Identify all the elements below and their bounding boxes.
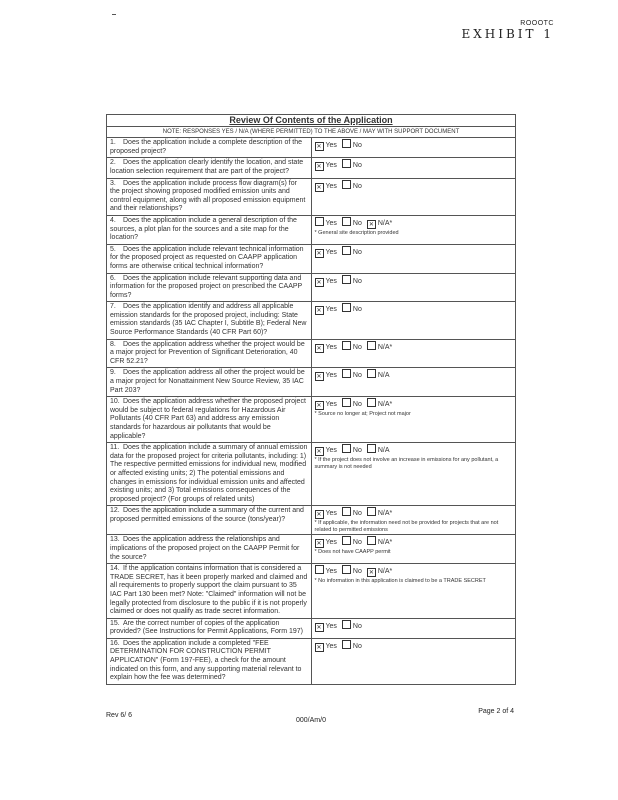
answer-option-label: Yes bbox=[325, 162, 337, 170]
answer-option-label: No bbox=[352, 306, 362, 314]
answer-option-label: No bbox=[352, 372, 362, 380]
answer-option-label: N/A bbox=[377, 372, 390, 380]
question-text: Does the application address whether the project would be a major project for Prevention of Significant Deterioration, 40 CFR 52.21? bbox=[110, 340, 305, 365]
question-row bbox=[107, 273, 516, 302]
answer-footnote: * Does not have CAAPP permit bbox=[314, 549, 391, 556]
question-row bbox=[107, 158, 516, 178]
answer-option[interactable] bbox=[367, 369, 390, 381]
answer-option[interactable] bbox=[367, 568, 392, 577]
answer-cell bbox=[311, 178, 516, 215]
answer-cell bbox=[311, 506, 516, 535]
question-number: 4. bbox=[110, 216, 116, 224]
question-number: 9. bbox=[110, 369, 116, 377]
answer-option-label: No bbox=[352, 162, 362, 170]
question-text: If the application contains information that is considered a TRADE SECRET, has it been properly marked and claimed and all requirements to properly support the claim pursuant to 35 IAC Part 130 been met? Note: "Claimed" information will not be legally protected from disclosure to the public if it is not properly claimed or does not qualify as trade secret information. bbox=[110, 565, 308, 616]
answer-option-label: Yes bbox=[325, 401, 337, 409]
question-row bbox=[107, 535, 516, 564]
answer-option[interactable] bbox=[367, 341, 392, 353]
answer-option[interactable] bbox=[342, 536, 362, 548]
question-cell bbox=[107, 339, 312, 368]
question-row bbox=[107, 397, 516, 443]
question-row bbox=[107, 339, 516, 368]
answer-footnote: * If the project does not involve an increase in emissions for any pollutant, a summary is not needed bbox=[314, 457, 499, 470]
answer-footnote: * General site description provided bbox=[314, 229, 399, 236]
answer-option-label: No bbox=[352, 142, 362, 150]
answer-cell bbox=[311, 158, 516, 178]
revision-label: Rev 6/ 6 bbox=[106, 712, 133, 719]
question-row bbox=[107, 178, 516, 215]
form-note-row bbox=[107, 126, 516, 138]
question-row bbox=[107, 506, 516, 535]
answer-option[interactable] bbox=[342, 640, 362, 652]
answer-option[interactable] bbox=[315, 142, 337, 151]
question-row bbox=[107, 302, 516, 339]
checkbox-icon[interactable] bbox=[342, 341, 351, 350]
checked-box-icon[interactable] bbox=[315, 539, 324, 548]
answer-cell bbox=[311, 215, 516, 244]
checked-box-icon[interactable] bbox=[315, 643, 324, 652]
answer-option[interactable] bbox=[342, 217, 362, 229]
answer-option-label: Yes bbox=[325, 248, 337, 256]
question-text: Does the application address the relationships and implications of the proposed project on the CAAPP Permit for the source? bbox=[110, 536, 300, 561]
answer-option-label: No bbox=[352, 568, 362, 576]
question-number: 7. bbox=[110, 303, 116, 311]
answer-option[interactable] bbox=[315, 183, 337, 192]
question-cell bbox=[107, 244, 312, 273]
answer-option-label: N/A* bbox=[377, 219, 393, 227]
checked-box-icon[interactable] bbox=[315, 344, 324, 353]
page-number: Page 2 of 4 bbox=[478, 708, 514, 715]
question-cell bbox=[107, 138, 312, 158]
question-text: Does the application address all other the project would be a major project for Nonattainment New Source Review, 35 IAC Part 203? bbox=[110, 369, 305, 394]
question-cell bbox=[107, 397, 312, 443]
checkbox-icon[interactable] bbox=[367, 444, 376, 453]
answer-option[interactable] bbox=[342, 159, 362, 171]
checkbox-icon[interactable] bbox=[342, 507, 351, 516]
checkbox-icon[interactable] bbox=[342, 620, 351, 629]
answer-option[interactable] bbox=[367, 444, 390, 456]
checkbox-icon[interactable] bbox=[367, 398, 376, 407]
answer-option[interactable] bbox=[315, 401, 337, 410]
question-text: Are the correct number of copies of the application provided? (See Instructions for Permit Applications, Form 197) bbox=[110, 619, 303, 636]
answer-option[interactable] bbox=[315, 217, 337, 229]
answer-option[interactable] bbox=[315, 539, 337, 548]
question-row bbox=[107, 618, 516, 638]
answer-cell bbox=[311, 397, 516, 443]
checkbox-icon[interactable] bbox=[342, 369, 351, 378]
question-text: Does the application address whether the proposed project would be subject to federal regulations for Hazardous Air Pollutants (40 CFR Part 63) and address any emission standards for hazardous air pollutants that would be applicable? bbox=[110, 398, 306, 440]
answer-cell bbox=[311, 618, 516, 638]
question-number: 15. bbox=[110, 619, 120, 627]
question-row bbox=[107, 638, 516, 684]
question-row bbox=[107, 443, 516, 506]
answer-option-label: No bbox=[352, 447, 362, 455]
question-number: 12. bbox=[110, 507, 120, 515]
checkbox-icon[interactable] bbox=[342, 217, 351, 226]
answer-option[interactable] bbox=[342, 246, 362, 258]
form-note: NOTE: RESPONSES YES / N/A (WHERE PERMITTED) TO THE ABOVE / MAY WITH SUPPORT DOCUMENT bbox=[107, 126, 516, 138]
answer-option[interactable] bbox=[315, 372, 337, 381]
answer-option[interactable] bbox=[367, 536, 392, 548]
question-row bbox=[107, 215, 516, 244]
answer-option[interactable] bbox=[342, 341, 362, 353]
checkbox-icon[interactable] bbox=[342, 180, 351, 189]
checkbox-icon[interactable] bbox=[315, 217, 324, 226]
checked-box-icon[interactable] bbox=[315, 447, 324, 456]
answer-option[interactable] bbox=[315, 643, 337, 652]
answer-option[interactable] bbox=[342, 620, 362, 632]
question-row bbox=[107, 564, 516, 619]
answer-option-label: Yes bbox=[325, 277, 337, 285]
question-text: Does the application include a completed "FEE DETERMINATION FOR CONSTRUCTION PERMIT APPLICATION" (Form 197-FEE), a check for the amount indicated on this form, and any supporting material relevant to explain how the fee was determined? bbox=[110, 639, 302, 682]
answer-option-label: No bbox=[352, 277, 362, 285]
checkbox-icon[interactable] bbox=[315, 565, 324, 574]
question-cell bbox=[107, 564, 312, 619]
question-row bbox=[107, 368, 516, 397]
question-cell bbox=[107, 535, 312, 564]
answer-option[interactable] bbox=[367, 398, 392, 410]
checked-box-icon[interactable] bbox=[315, 183, 324, 192]
question-text: Does the application include process flow diagram(s) for the project showing proposed modified emission units and control equipment, along with all proposed emission equipment and their relationships? bbox=[110, 179, 306, 213]
question-number: 1. bbox=[110, 139, 116, 147]
checkbox-icon[interactable] bbox=[342, 246, 351, 255]
answer-option-label: Yes bbox=[325, 142, 337, 150]
question-number: 8. bbox=[110, 340, 116, 348]
question-number: 3. bbox=[110, 179, 116, 187]
checkbox-icon[interactable] bbox=[367, 536, 376, 545]
form-title: Review Of Contents of the Application bbox=[107, 115, 516, 127]
answer-option[interactable] bbox=[315, 249, 337, 258]
answer-option-label: No bbox=[352, 622, 362, 630]
form-title-row bbox=[107, 115, 516, 127]
question-text: Does the application clearly identify the location, and state location selection requirement that are part of the project? bbox=[110, 159, 304, 175]
checkbox-icon[interactable] bbox=[342, 398, 351, 407]
answer-option[interactable] bbox=[342, 398, 362, 410]
checked-box-icon[interactable] bbox=[367, 568, 376, 577]
question-text: Does the application include a general description of the sources, a plot plan for the sources and a site map for the location? bbox=[110, 216, 297, 242]
answer-option-label: Yes bbox=[325, 343, 337, 351]
answer-footnote: * If applicable, the information need not be provided for projects that are not related to permitted emissions bbox=[314, 520, 499, 533]
answer-option-label: No bbox=[352, 642, 362, 650]
question-cell bbox=[107, 638, 312, 684]
answer-cell bbox=[311, 443, 516, 506]
checked-box-icon[interactable] bbox=[367, 220, 376, 229]
question-number: 6. bbox=[110, 274, 116, 282]
review-form-table bbox=[106, 114, 516, 685]
answer-option[interactable] bbox=[342, 139, 362, 151]
answer-option[interactable] bbox=[315, 623, 337, 632]
answer-cell bbox=[311, 273, 516, 302]
answer-option-label: Yes bbox=[325, 306, 337, 314]
corner-mark bbox=[112, 14, 116, 15]
answer-option[interactable] bbox=[315, 162, 337, 171]
answer-option[interactable] bbox=[315, 344, 337, 353]
answer-cell bbox=[311, 368, 516, 397]
answer-cell bbox=[311, 138, 516, 158]
answer-option-label: No bbox=[352, 539, 362, 547]
answer-option[interactable] bbox=[367, 220, 392, 229]
answer-option[interactable] bbox=[315, 510, 337, 519]
question-cell bbox=[107, 215, 312, 244]
checkbox-icon[interactable] bbox=[342, 159, 351, 168]
answer-option-label: Yes bbox=[325, 447, 337, 455]
answer-option[interactable] bbox=[342, 275, 362, 287]
answer-cell bbox=[311, 638, 516, 684]
question-number: 2. bbox=[110, 159, 116, 167]
question-number: 5. bbox=[110, 245, 116, 253]
checkbox-icon[interactable] bbox=[342, 303, 351, 312]
answer-option-label: Yes bbox=[325, 539, 337, 547]
answer-cell bbox=[311, 535, 516, 564]
exhibit-stamp-small: ROOOTC bbox=[520, 20, 554, 27]
answer-footnote: * No information in this application is claimed to be a TRADE SECRET bbox=[314, 578, 486, 585]
checkbox-icon[interactable] bbox=[367, 369, 376, 378]
question-cell bbox=[107, 443, 312, 506]
question-text: Does the application include relevant technical information for the proposed project as requested on CAAPP application forms are otherwise critical technical information? bbox=[110, 245, 304, 270]
answer-option-label: Yes bbox=[325, 510, 337, 518]
question-cell bbox=[107, 158, 312, 178]
question-cell bbox=[107, 368, 312, 397]
checked-box-icon[interactable] bbox=[315, 142, 324, 151]
answer-cell bbox=[311, 302, 516, 339]
answer-option-label: Yes bbox=[325, 372, 337, 380]
answer-option-label: N/A bbox=[377, 447, 390, 455]
question-cell bbox=[107, 302, 312, 339]
question-cell bbox=[107, 618, 312, 638]
question-row bbox=[107, 138, 516, 158]
answer-option-label: Yes bbox=[325, 622, 337, 630]
checked-box-icon[interactable] bbox=[315, 510, 324, 519]
checkbox-icon[interactable] bbox=[367, 507, 376, 516]
center-code: 000/Am/0 bbox=[296, 717, 326, 724]
answer-option[interactable] bbox=[342, 444, 362, 456]
checked-box-icon[interactable] bbox=[315, 306, 324, 315]
question-text: Does the application include a summary of the current and proposed permitted emissions of the source (tons/year)? bbox=[110, 507, 304, 523]
answer-option[interactable] bbox=[315, 306, 337, 315]
question-cell bbox=[107, 273, 312, 302]
checked-box-icon[interactable] bbox=[315, 162, 324, 171]
answer-option[interactable] bbox=[342, 565, 362, 577]
answer-option-label: No bbox=[352, 401, 362, 409]
checkbox-icon[interactable] bbox=[367, 341, 376, 350]
checkbox-icon[interactable] bbox=[342, 565, 351, 574]
answer-option[interactable] bbox=[367, 507, 392, 519]
checked-box-icon[interactable] bbox=[315, 623, 324, 632]
answer-option[interactable] bbox=[342, 369, 362, 381]
answer-option[interactable] bbox=[315, 565, 337, 577]
answer-option-label: Yes bbox=[325, 182, 337, 190]
answer-option-label: N/A* bbox=[377, 343, 393, 351]
answer-option-label: No bbox=[352, 219, 362, 227]
answer-option-label: Yes bbox=[325, 642, 337, 650]
answer-cell bbox=[311, 339, 516, 368]
checked-box-icon[interactable] bbox=[315, 249, 324, 258]
answer-option-label: N/A* bbox=[377, 539, 393, 547]
checkbox-icon[interactable] bbox=[342, 275, 351, 284]
question-number: 16. bbox=[110, 639, 120, 647]
question-text: Does the application include relevant supporting data and information for the proposed project on prescribed the CAAPP forms? bbox=[110, 274, 303, 299]
question-cell bbox=[107, 178, 312, 215]
checked-box-icon[interactable] bbox=[315, 372, 324, 381]
checkbox-icon[interactable] bbox=[342, 536, 351, 545]
question-number: 14. bbox=[110, 565, 120, 573]
answer-option-label: Yes bbox=[325, 568, 337, 576]
answer-option[interactable] bbox=[342, 507, 362, 519]
answer-option[interactable] bbox=[342, 180, 362, 192]
question-cell bbox=[107, 506, 312, 535]
question-number: 11. bbox=[110, 444, 120, 452]
answer-option-label: N/A* bbox=[377, 401, 393, 409]
checkbox-icon[interactable] bbox=[342, 640, 351, 649]
question-row bbox=[107, 244, 516, 273]
question-number: 13. bbox=[110, 536, 120, 544]
answer-cell bbox=[311, 244, 516, 273]
question-number: 10. bbox=[110, 398, 120, 406]
checkbox-icon[interactable] bbox=[342, 139, 351, 148]
answer-option-label: N/A* bbox=[377, 568, 393, 576]
answer-option-label: No bbox=[352, 343, 362, 351]
answer-option[interactable] bbox=[315, 278, 337, 287]
checked-box-icon[interactable] bbox=[315, 401, 324, 410]
checked-box-icon[interactable] bbox=[315, 278, 324, 287]
answer-option-label: Yes bbox=[325, 219, 337, 227]
answer-option-label: No bbox=[352, 510, 362, 518]
answer-option-label: No bbox=[352, 248, 362, 256]
question-text: Does the application include a complete description of the proposed project? bbox=[110, 139, 302, 155]
exhibit-stamp bbox=[461, 20, 554, 41]
answer-option[interactable] bbox=[315, 447, 337, 456]
question-text: Does the application identify and address all applicable emission standards for the proposed project, including: State emission standards (35 IAC Chapter I, Subtitle B); Federal New Source Performance Standards (40 CFR Part 60)? bbox=[110, 303, 307, 337]
checkbox-icon[interactable] bbox=[342, 444, 351, 453]
answer-option[interactable] bbox=[342, 303, 362, 315]
exhibit-stamp-label: EXHIBIT 1 bbox=[461, 27, 554, 41]
answer-footnote: * Source no longer at; Project not major bbox=[314, 411, 411, 418]
answer-option-label: N/A* bbox=[377, 510, 393, 518]
question-text: Does the application include a summary of annual emission data for the proposed project for criteria pollutants, including: 1) The respective permitted emissions for individual new, modified or affected existing units; 2) The potential emissions and changes in emissions for individual emission units and affected existing units; and 3) Total emissions consequences of the proposed project? (For groups of related units) bbox=[110, 444, 308, 503]
answer-option-label: No bbox=[352, 182, 362, 190]
answer-cell bbox=[311, 564, 516, 619]
